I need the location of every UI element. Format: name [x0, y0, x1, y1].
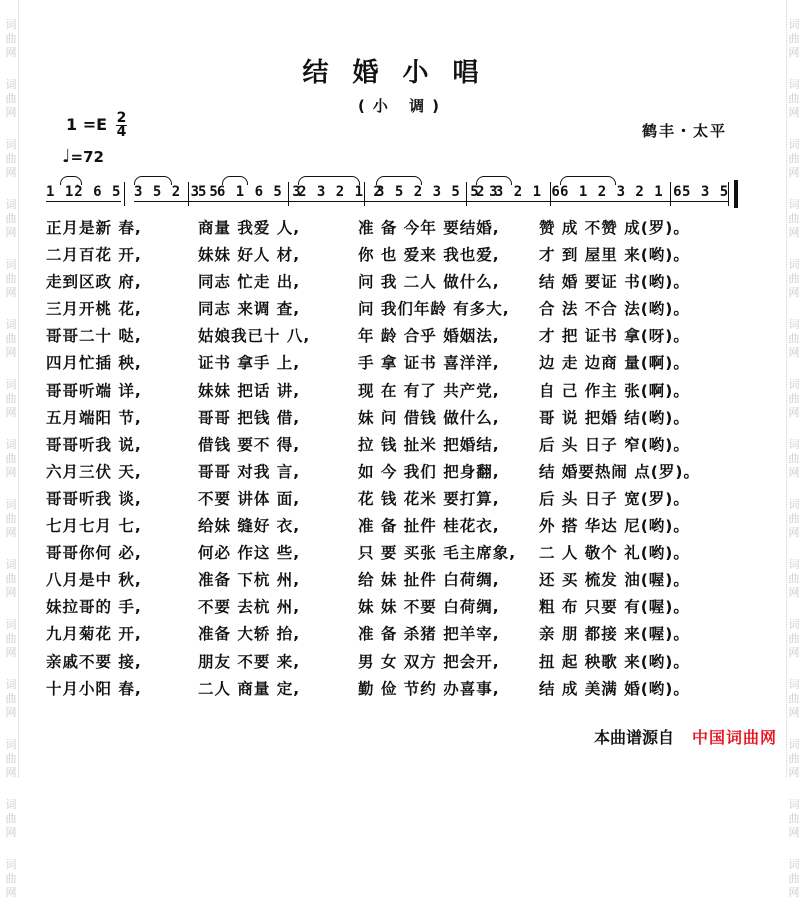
author-credit: 鹤丰・太平 [641, 122, 727, 140]
lyric-row [46, 646, 766, 673]
lyric-row [46, 673, 766, 700]
lyric-row [46, 564, 766, 591]
watermark-text: 词 曲 网 [5, 618, 17, 659]
time-signature [116, 112, 128, 139]
lyric-row [46, 212, 766, 239]
time-signature-top: 2 [116, 110, 127, 126]
lyric-row [46, 347, 766, 374]
watermark-text: 词 曲 网 [788, 438, 800, 479]
lyric-phrase: 证书 拿手 上, [198, 354, 301, 373]
song-subtitle: (小 调) [358, 97, 447, 115]
lyric-row [46, 429, 766, 456]
lyric-phrase: 同志 忙走 出, [198, 273, 301, 292]
watermark-text: 词 曲 网 [788, 858, 800, 899]
tempo-value: =72 [70, 148, 104, 166]
lyrics-block [46, 212, 766, 700]
lyric-row [46, 510, 766, 537]
lyric-phrase: 手 拿 证书 喜洋洋, [358, 354, 500, 373]
watermark-text: 词 曲 网 [788, 198, 800, 239]
lyric-phrase: 亲 朋 都接 来(喔)。 [539, 625, 690, 644]
lyric-phrase: 花 钱 花米 要打算, [358, 489, 500, 508]
lyric-row [46, 456, 766, 483]
lyric-phrase: 走到区政 府, [46, 273, 142, 292]
watermark-text: 词 曲 网 [788, 138, 800, 179]
watermark-text: 词 曲 网 [5, 258, 17, 299]
lyric-row [46, 293, 766, 320]
watermark-text: 词 曲 网 [5, 558, 17, 599]
watermark-text: 词 曲 网 [5, 438, 17, 479]
lyric-row [46, 402, 766, 429]
watermark-text: 词 曲 网 [788, 318, 800, 359]
lyric-row [46, 239, 766, 266]
lyric-phrase: 三月开桃 花, [46, 300, 142, 319]
lyric-phrase: 不要 讲体 面, [198, 489, 301, 508]
lyric-phrase: 给妹 缝好 衣, [198, 517, 301, 536]
notation-line: 1 1̇2 6 5 3 5 2 3 5 5 6 1 6 5 3 2 3 2 1 2 3 5 2 3 5 5 3 2 3 2 1 6 6 1 2 3 2 1 6 5 3 5 [46, 172, 746, 212]
lyric-phrase: 自 己 作主 张(啊)。 [539, 381, 690, 400]
lyric-phrase: 妹 妹 不要 白荷绸, [358, 598, 500, 617]
watermark-text: 词 曲 网 [5, 198, 17, 239]
lyric-phrase: 外 搭 华达 尼(哟)。 [539, 517, 690, 536]
lyric-phrase: 准 备 扯件 桂花衣, [358, 517, 500, 536]
lyric-phrase: 问 我 二人 做什么, [358, 273, 500, 292]
lyric-phrase: 姑娘我已十 八, [198, 327, 311, 346]
lyric-phrase: 才 把 证书 拿(呀)。 [539, 327, 690, 346]
lyric-phrase: 结 婚要热闹 点(罗)。 [539, 462, 700, 481]
lyric-row [46, 537, 766, 564]
watermark-text: 词 曲 网 [788, 558, 800, 599]
lyric-row [46, 591, 766, 618]
lyric-phrase: 亲戚不要 接, [46, 652, 142, 671]
time-signature-bottom: 4 [116, 124, 127, 140]
lyric-phrase: 边 走 边商 量(啊)。 [539, 354, 690, 373]
lyric-phrase: 何必 作这 些, [198, 544, 301, 563]
lyric-row [46, 618, 766, 645]
watermark-text: 词 曲 网 [5, 318, 17, 359]
watermark-text: 词 曲 网 [788, 258, 800, 299]
lyric-phrase: 二月百花 开, [46, 246, 142, 265]
lyric-phrase: 商量 我爱 人, [198, 219, 301, 237]
lyric-phrase: 还 买 梳发 油(喔)。 [539, 571, 690, 590]
tempo-marking [62, 146, 104, 167]
source-credit [594, 725, 777, 748]
lyric-phrase: 结 婚 要证 书(哟)。 [539, 273, 690, 292]
lyric-phrase: 合 法 不合 法(哟)。 [539, 300, 690, 319]
watermark-text: 词 曲 网 [5, 678, 17, 719]
watermark-text: 词 曲 网 [5, 738, 17, 779]
lyric-phrase: 十月小阳 春, [46, 679, 142, 698]
lyric-phrase: 哥哥 对我 言, [198, 462, 301, 481]
quarter-note-icon: ♩ [62, 146, 71, 167]
lyric-phrase: 准备 大轿 抬, [198, 625, 301, 644]
lyric-phrase: 哥哥听端 详, [46, 381, 142, 400]
lyric-phrase: 勤 俭 节约 办喜事, [358, 679, 500, 698]
source-label: 本曲谱源自 [593, 728, 674, 747]
key-signature [66, 112, 127, 139]
lyric-phrase: 六月三伏 天, [46, 462, 142, 481]
watermark-text: 词 曲 网 [5, 858, 17, 899]
lyric-phrase: 妹 问 借钱 做什么, [358, 408, 500, 427]
lyric-phrase: 男 女 双方 把会开, [358, 652, 500, 671]
lyric-phrase: 四月忙插 秧, [46, 354, 142, 373]
watermark-text: 词 曲 网 [5, 18, 17, 59]
lyric-phrase: 准 备 杀猪 把羊宰, [358, 625, 500, 644]
lyric-phrase: 妹拉哥的 手, [46, 598, 142, 617]
lyric-row [46, 375, 766, 402]
watermark-text: 词 曲 网 [5, 498, 17, 539]
lyric-phrase: 哥哥听我 说, [46, 435, 142, 454]
watermark-text: 词 曲 网 [788, 618, 800, 659]
key-label: 1 =E [66, 115, 108, 134]
lyric-phrase: 哥哥 把钱 借, [198, 408, 301, 427]
lyric-phrase: 现 在 有了 共产党, [358, 381, 500, 400]
watermark-text: 词 曲 网 [788, 678, 800, 719]
watermark-text: 词 曲 网 [788, 378, 800, 419]
lyric-row [46, 266, 766, 293]
watermark-text: 词 曲 网 [5, 378, 17, 419]
lyric-phrase: 才 到 屋里 来(哟)。 [539, 246, 690, 265]
lyric-phrase: 拉 钱 扯米 把婚结, [358, 435, 500, 454]
lyric-phrase: 赞 成 不赞 成(罗)。 [539, 219, 690, 237]
watermark-text: 词 曲 网 [5, 78, 17, 119]
lyric-phrase: 如 今 我们 把身翻, [358, 462, 500, 481]
left-watermark-strip [0, 0, 22, 899]
lyric-phrase: 哥 说 把婚 结(哟)。 [539, 408, 690, 427]
lyric-phrase: 妹妹 好人 材, [198, 246, 301, 265]
lyric-phrase: 哥哥你何 必, [46, 544, 142, 563]
watermark-text: 词 曲 网 [788, 18, 800, 59]
lyric-phrase: 九月菊花 开, [46, 625, 142, 644]
watermark-text: 词 曲 网 [788, 78, 800, 119]
lyric-phrase: 二 人 敬个 礼(哟)。 [539, 544, 690, 563]
right-watermark-strip [783, 0, 805, 899]
lyric-phrase: 给 妹 扯件 白荷绸, [358, 571, 500, 590]
lyric-phrase: 后 头 日子 窄(哟)。 [539, 435, 690, 454]
lyric-row [46, 483, 766, 510]
lyric-phrase: 同志 来调 查, [198, 300, 301, 319]
lyric-phrase: 哥哥听我 谈, [46, 489, 142, 508]
lyric-phrase: 准 备 今年 要结婚, [358, 219, 500, 237]
lyric-phrase: 哥哥二十 哒, [46, 327, 142, 346]
lyric-phrase: 妹妹 把话 讲, [198, 381, 301, 400]
lyric-phrase: 借钱 要不 得, [198, 435, 301, 454]
lyric-phrase: 你 也 爱来 我也爱, [358, 246, 500, 265]
lyric-phrase: 粗 布 只要 有(喔)。 [539, 598, 690, 617]
lyric-phrase: 七月七月 七, [46, 517, 142, 536]
lyric-phrase: 年 龄 合乎 婚姻法, [358, 327, 500, 346]
watermark-text: 词 曲 网 [788, 798, 800, 839]
source-site: 中国词曲网 [691, 728, 777, 747]
lyric-row [46, 320, 766, 347]
watermark-text: 词 曲 网 [5, 138, 17, 179]
lyric-phrase: 准备 下杭 州, [198, 571, 301, 590]
lyric-phrase: 正月是新 春, [46, 219, 142, 237]
watermark-text: 词 曲 网 [788, 498, 800, 539]
lyric-phrase: 五月端阳 节, [46, 408, 142, 427]
lyric-phrase: 问 我们年龄 有多大, [358, 300, 510, 319]
watermark-text: 词 曲 网 [5, 798, 17, 839]
lyric-phrase: 扭 起 秧歌 来(哟)。 [539, 652, 690, 671]
lyric-phrase: 不要 去杭 州, [198, 598, 301, 617]
lyric-phrase: 二人 商量 定, [198, 679, 301, 698]
lyric-phrase: 后 头 日子 宽(罗)。 [539, 489, 690, 508]
watermark-text: 词 曲 网 [788, 738, 800, 779]
lyric-phrase: 结 成 美满 婚(哟)。 [539, 679, 690, 698]
lyric-phrase: 八月是中 秋, [46, 571, 142, 590]
song-title: 结婚小唱 [302, 58, 503, 88]
lyric-phrase: 只 要 买张 毛主席象, [358, 544, 517, 563]
lyric-phrase: 朋友 不要 来, [198, 652, 301, 671]
